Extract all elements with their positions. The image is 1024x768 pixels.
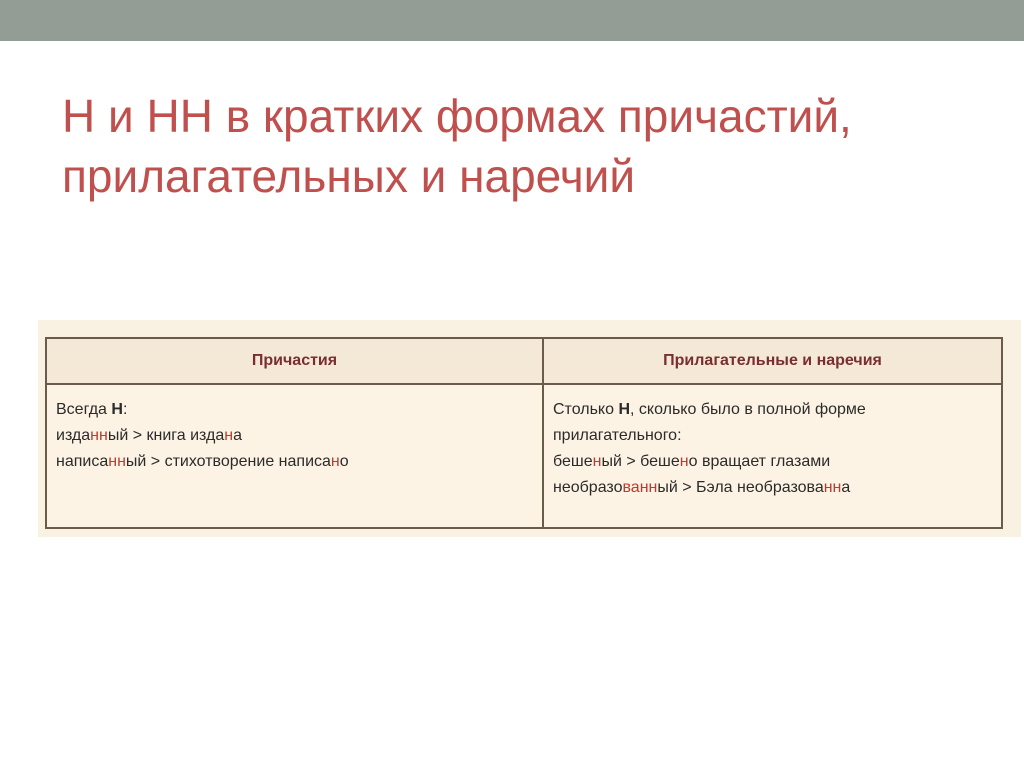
rule-text: Всегда — [56, 401, 112, 418]
participles-example-1 — [56, 423, 532, 449]
table-frame — [38, 320, 1021, 537]
example-text: изда — [56, 427, 91, 444]
example-text: необразо — [553, 479, 623, 496]
header-adjectives-adverbs: Прилагательные и наречия — [543, 338, 1002, 384]
adjectives-cell — [543, 384, 1002, 528]
adjectives-rule-line-2: прилагательного: — [553, 427, 682, 444]
example-text: ый > Бэла необразова — [657, 479, 824, 496]
example-suffix-highlight: нн — [823, 479, 842, 496]
example-text: ый > книга изда — [107, 427, 225, 444]
example-suffix-highlight: ванн — [622, 479, 658, 496]
rule-text: : — [122, 401, 128, 418]
example-text: о вращает глазами — [688, 453, 831, 470]
title-line-1: Н и НН в кратких формах причастий, — [62, 90, 852, 142]
rule-text: , сколько было в полной форме — [630, 401, 866, 418]
example-suffix-highlight: нн — [108, 453, 126, 470]
example-suffix-highlight: н — [330, 453, 340, 470]
example-suffix-highlight: нн — [90, 427, 108, 444]
participles-example-2 — [56, 449, 532, 475]
example-suffix-highlight: н — [224, 427, 234, 444]
header-row — [46, 338, 1002, 384]
example-text: ый > стихотворение написа — [125, 453, 331, 470]
top-accent-bar — [0, 0, 1024, 41]
rules-table — [45, 337, 1003, 529]
adjectives-example-2 — [553, 475, 991, 501]
example-text: беше — [553, 453, 593, 470]
title-line-2: прилагательных и наречий — [62, 150, 636, 202]
participles-cell — [46, 384, 543, 528]
example-text: написа — [56, 453, 109, 470]
example-text: о — [339, 453, 349, 470]
rule-letter: Н — [618, 401, 631, 418]
slide-title — [62, 86, 962, 206]
header-participles: Причастия — [46, 338, 543, 384]
rule-row — [46, 384, 1002, 528]
example-text: а — [841, 479, 851, 496]
example-text: ый > беше — [601, 453, 680, 470]
rule-letter: Н — [111, 401, 123, 418]
adjectives-example-1 — [553, 449, 991, 475]
rule-text: Столько — [553, 401, 619, 418]
participles-rule — [56, 397, 532, 423]
adjectives-rule — [553, 397, 991, 423]
example-suffix-highlight: н — [592, 453, 602, 470]
example-text: а — [233, 427, 243, 444]
example-suffix-highlight: н — [679, 453, 689, 470]
